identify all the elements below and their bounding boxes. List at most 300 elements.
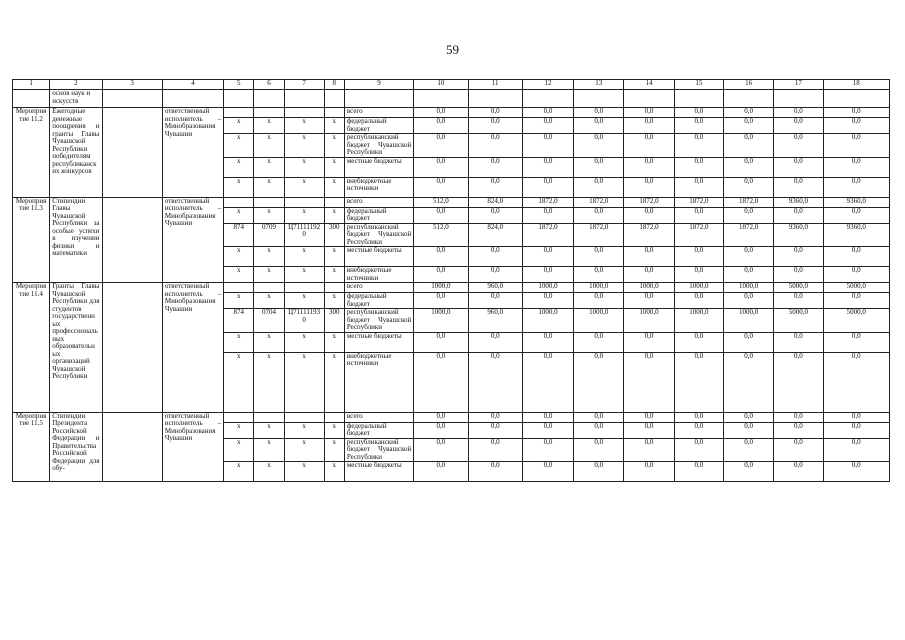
amount-cell: 0,0 [468, 118, 522, 134]
funding-source: местные бюджеты [344, 332, 413, 352]
amount-cell: 0,0 [468, 422, 522, 438]
amount-cell: 0,0 [723, 438, 773, 462]
funding-source: внебюджетные источники [344, 177, 413, 197]
amount-cell: 0,0 [522, 462, 573, 482]
column-number: 14 [624, 80, 674, 90]
budget-code: x [254, 118, 284, 134]
amount-cell: 0,0 [723, 177, 773, 197]
amount-cell: 0,0 [522, 438, 573, 462]
event-name: Гранты Главы Чувашской Республики для студентов государственных профессиональных образовательных организаций Чувашской Республики [50, 283, 102, 413]
amount-cell: 0,0 [774, 332, 823, 352]
empty-cell [102, 108, 162, 198]
amount-cell: 0,0 [723, 462, 773, 482]
budget-code [284, 197, 324, 207]
amount-cell: 0,0 [774, 118, 823, 134]
column-number: 9 [344, 80, 413, 90]
amount-cell: 0,0 [774, 438, 823, 462]
budget-code: x [224, 267, 254, 283]
amount-cell: 0,0 [574, 352, 624, 412]
amount-cell: 0,0 [624, 108, 674, 118]
budget-code: x [324, 293, 344, 309]
amount-cell: 0,0 [774, 157, 823, 177]
budget-code: x [224, 177, 254, 197]
amount-cell: 0,0 [468, 207, 522, 223]
budget-code: 874 [224, 309, 254, 333]
amount-cell: 0,0 [823, 247, 890, 267]
amount-cell: 0,0 [522, 247, 573, 267]
column-number: 16 [723, 80, 773, 90]
amount-cell: 0,0 [414, 332, 468, 352]
amount-cell: 0,0 [624, 352, 674, 412]
amount-cell: 0,0 [522, 267, 573, 283]
budget-code: x [254, 462, 284, 482]
budget-code [284, 412, 324, 422]
amount-cell: 0,0 [624, 157, 674, 177]
budget-code: x [254, 134, 284, 158]
budget-code: x [254, 352, 284, 412]
budget-code: Ц711111930 [284, 309, 324, 333]
budget-code: x [324, 207, 344, 223]
budget-code: 300 [324, 309, 344, 333]
budget-code: x [324, 157, 344, 177]
budget-code [324, 412, 344, 422]
amount-cell: 0,0 [414, 157, 468, 177]
page-number: 59 [446, 42, 459, 57]
column-number: 10 [414, 80, 468, 90]
column-number: 1 [13, 80, 50, 90]
amount-cell: 9360,0 [774, 197, 823, 207]
column-number: 7 [284, 80, 324, 90]
budget-code: 874 [224, 223, 254, 247]
amount-cell: 0,0 [468, 293, 522, 309]
budget-code: x [254, 157, 284, 177]
amount-cell: 0,0 [823, 108, 890, 118]
amount-cell: 960,0 [468, 283, 522, 293]
budget-code: x [284, 177, 324, 197]
empty-cell [254, 90, 284, 108]
amount-cell: 0,0 [468, 412, 522, 422]
amount-cell: 0,0 [823, 177, 890, 197]
amount-cell: 0,0 [723, 118, 773, 134]
budget-code: x [284, 352, 324, 412]
amount-cell: 0,0 [823, 267, 890, 283]
amount-cell: 0,0 [522, 118, 573, 134]
amount-cell: 0,0 [522, 157, 573, 177]
amount-cell: 5000,0 [823, 283, 890, 293]
amount-cell: 1000,0 [723, 309, 773, 333]
budget-code: x [254, 177, 284, 197]
budget-code [254, 283, 284, 293]
amount-cell: 0,0 [468, 352, 522, 412]
amount-cell: 0,0 [574, 332, 624, 352]
budget-code: x [284, 462, 324, 482]
amount-cell: 0,0 [522, 412, 573, 422]
budget-code [224, 283, 254, 293]
amount-cell: 9360,0 [774, 223, 823, 247]
amount-cell: 0,0 [624, 247, 674, 267]
amount-cell: 0,0 [774, 422, 823, 438]
amount-cell: 0,0 [624, 267, 674, 283]
amount-cell: 0,0 [723, 332, 773, 352]
amount-cell: 0,0 [624, 332, 674, 352]
budget-code: x [254, 247, 284, 267]
event-label: Мероприятие 11.3 [13, 197, 50, 283]
amount-cell: 0,0 [574, 462, 624, 482]
empty-cell [324, 90, 344, 108]
empty-cell [344, 90, 413, 108]
funding-source: федеральный бюджет [344, 207, 413, 223]
amount-cell: 0,0 [723, 412, 773, 422]
amount-cell: 0,0 [414, 293, 468, 309]
budget-code: x [324, 267, 344, 283]
amount-cell: 0,0 [674, 177, 723, 197]
amount-cell: 0,0 [468, 157, 522, 177]
event-name: Стипендии Президента Российской Федерации и Правительства Российской Федерации для обу- [50, 412, 102, 482]
budget-code: x [284, 267, 324, 283]
event-executor: ответственный исполнитель – Минобразования Чувашии [162, 197, 223, 283]
budget-code: x [224, 157, 254, 177]
amount-cell: 1872,0 [624, 197, 674, 207]
amount-cell: 0,0 [723, 422, 773, 438]
amount-cell: 1000,0 [574, 283, 624, 293]
amount-cell: 1872,0 [522, 197, 573, 207]
amount-cell: 5000,0 [774, 283, 823, 293]
empty-cell [162, 90, 223, 108]
empty-cell [102, 412, 162, 482]
amount-cell: 0,0 [823, 422, 890, 438]
event-label: Мероприятие 11.5 [13, 412, 50, 482]
amount-cell: 0,0 [774, 412, 823, 422]
budget-code: x [224, 438, 254, 462]
budget-code: Ц711111920 [284, 223, 324, 247]
amount-cell: 0,0 [468, 267, 522, 283]
amount-cell: 0,0 [774, 207, 823, 223]
column-number: 18 [823, 80, 890, 90]
event-executor: ответственный исполнитель – Минобразования Чувашии [162, 412, 223, 482]
budget-code: x [284, 332, 324, 352]
amount-cell: 0,0 [468, 462, 522, 482]
empty-cell [624, 90, 674, 108]
funding-table [12, 79, 890, 482]
amount-cell: 0,0 [723, 207, 773, 223]
amount-cell: 0,0 [723, 157, 773, 177]
budget-code [284, 283, 324, 293]
amount-cell: 1872,0 [574, 223, 624, 247]
amount-cell: 1000,0 [414, 283, 468, 293]
budget-code: x [324, 177, 344, 197]
event-label: Мероприятие 11.4 [13, 283, 50, 413]
empty-cell [522, 90, 573, 108]
amount-cell: 0,0 [674, 134, 723, 158]
budget-code [254, 197, 284, 207]
column-number-row [13, 80, 890, 90]
budget-code [324, 108, 344, 118]
empty-cell [823, 90, 890, 108]
table-row [13, 197, 890, 207]
amount-cell: 5000,0 [774, 309, 823, 333]
amount-cell: 0,0 [522, 134, 573, 158]
empty-cell [468, 90, 522, 108]
empty-cell [284, 90, 324, 108]
budget-code: x [224, 422, 254, 438]
amount-cell: 512,0 [414, 197, 468, 207]
amount-cell: 1872,0 [674, 197, 723, 207]
event-label: Мероприятие 11.2 [13, 108, 50, 198]
amount-cell: 0,0 [674, 267, 723, 283]
amount-cell: 0,0 [823, 332, 890, 352]
funding-source: республиканский бюджет Чувашской Республики [344, 223, 413, 247]
amount-cell: 0,0 [823, 134, 890, 158]
amount-cell: 0,0 [723, 352, 773, 412]
budget-code [254, 108, 284, 118]
budget-code: x [284, 207, 324, 223]
amount-cell: 1000,0 [624, 283, 674, 293]
budget-code: 0704 [254, 309, 284, 333]
amount-cell: 0,0 [674, 422, 723, 438]
amount-cell: 0,0 [574, 293, 624, 309]
amount-cell: 1872,0 [723, 197, 773, 207]
amount-cell: 1000,0 [574, 309, 624, 333]
budget-code: x [254, 422, 284, 438]
amount-cell: 0,0 [414, 177, 468, 197]
amount-cell: 0,0 [468, 438, 522, 462]
budget-code: 300 [324, 223, 344, 247]
column-number: 17 [774, 80, 823, 90]
funding-source: республиканский бюджет Чувашской Республики [344, 134, 413, 158]
continuation-row [13, 90, 890, 108]
amount-cell: 0,0 [674, 108, 723, 118]
event-name: Стипендии Главы Чувашской Республики за особые успехи в изучении физики и математики [50, 197, 102, 283]
amount-cell: 0,0 [674, 207, 723, 223]
amount-cell: 0,0 [823, 293, 890, 309]
amount-cell: 9360,0 [823, 197, 890, 207]
amount-cell: 0,0 [574, 157, 624, 177]
amount-cell: 0,0 [624, 293, 674, 309]
event-name: Ежегодные денежные поощрения и гранты Главы Чувашской Республики победителям республиканских конкурсов [50, 108, 102, 198]
amount-cell: 1000,0 [414, 309, 468, 333]
amount-cell: 0,0 [522, 207, 573, 223]
budget-code [324, 283, 344, 293]
amount-cell: 1000,0 [624, 309, 674, 333]
amount-cell: 0,0 [674, 462, 723, 482]
empty-cell [774, 90, 823, 108]
empty-cell [414, 90, 468, 108]
amount-cell: 0,0 [414, 134, 468, 158]
budget-code: x [254, 332, 284, 352]
column-number: 6 [254, 80, 284, 90]
amount-cell: 0,0 [414, 118, 468, 134]
amount-cell: 0,0 [774, 247, 823, 267]
amount-cell: 0,0 [624, 177, 674, 197]
funding-source: внебюджетные источники [344, 352, 413, 412]
empty-cell [574, 90, 624, 108]
amount-cell: 824,0 [468, 223, 522, 247]
amount-cell: 0,0 [468, 134, 522, 158]
budget-code [254, 412, 284, 422]
budget-code: x [284, 293, 324, 309]
amount-cell: 0,0 [823, 462, 890, 482]
budget-code: x [324, 438, 344, 462]
budget-code [224, 197, 254, 207]
amount-cell: 0,0 [624, 462, 674, 482]
event-executor: ответственный исполнитель – Минобразования Чувашии [162, 108, 223, 198]
amount-cell: 0,0 [468, 247, 522, 267]
amount-cell: 0,0 [574, 267, 624, 283]
funding-source: федеральный бюджет [344, 118, 413, 134]
budget-code: x [224, 134, 254, 158]
budget-code [324, 197, 344, 207]
event-executor: ответственный исполнитель – Минобразования Чувашии [162, 283, 223, 413]
budget-code: x [254, 293, 284, 309]
funding-source: местные бюджеты [344, 247, 413, 267]
amount-cell: 0,0 [414, 352, 468, 412]
funding-source: всего [344, 283, 413, 293]
budget-code: x [224, 247, 254, 267]
budget-code: x [284, 157, 324, 177]
budget-code: 0709 [254, 223, 284, 247]
budget-code: x [324, 118, 344, 134]
empty-cell [674, 90, 723, 108]
budget-code: x [324, 332, 344, 352]
amount-cell: 0,0 [624, 134, 674, 158]
amount-cell: 0,0 [774, 134, 823, 158]
amount-cell: 0,0 [574, 118, 624, 134]
amount-cell: 0,0 [774, 293, 823, 309]
funding-source: республиканский бюджет Чувашской Республики [344, 438, 413, 462]
amount-cell: 0,0 [723, 247, 773, 267]
budget-code: x [224, 462, 254, 482]
amount-cell: 0,0 [674, 412, 723, 422]
column-number: 12 [522, 80, 573, 90]
amount-cell: 0,0 [624, 207, 674, 223]
column-number: 2 [50, 80, 102, 90]
budget-code: x [254, 438, 284, 462]
amount-cell: 0,0 [522, 293, 573, 309]
amount-cell: 0,0 [522, 332, 573, 352]
column-number: 11 [468, 80, 522, 90]
amount-cell: 0,0 [468, 108, 522, 118]
funding-source: всего [344, 412, 413, 422]
budget-code [224, 108, 254, 118]
amount-cell: 0,0 [674, 438, 723, 462]
amount-cell: 0,0 [674, 157, 723, 177]
funding-source: внебюджетные источники [344, 267, 413, 283]
amount-cell: 0,0 [468, 332, 522, 352]
amount-cell: 0,0 [774, 177, 823, 197]
amount-cell: 1872,0 [574, 197, 624, 207]
budget-code: x [324, 352, 344, 412]
table-row [13, 108, 890, 118]
amount-cell: 1000,0 [674, 283, 723, 293]
empty-cell [102, 197, 162, 283]
amount-cell: 0,0 [723, 293, 773, 309]
amount-cell: 0,0 [624, 412, 674, 422]
amount-cell: 0,0 [774, 267, 823, 283]
funding-source: федеральный бюджет [344, 422, 413, 438]
funding-source: всего [344, 197, 413, 207]
table-row [13, 412, 890, 422]
funding-source: федеральный бюджет [344, 293, 413, 309]
amount-cell: 1000,0 [522, 309, 573, 333]
amount-cell: 0,0 [414, 412, 468, 422]
amount-cell: 0,0 [574, 134, 624, 158]
empty-cell [102, 283, 162, 413]
budget-code: x [324, 247, 344, 267]
budget-code: x [284, 422, 324, 438]
budget-code: x [324, 134, 344, 158]
amount-cell: 512,0 [414, 223, 468, 247]
amount-cell: 0,0 [574, 247, 624, 267]
column-number: 3 [102, 80, 162, 90]
funding-source: всего [344, 108, 413, 118]
budget-code: x [224, 118, 254, 134]
budget-code [284, 108, 324, 118]
table-body [13, 80, 890, 482]
amount-cell: 0,0 [414, 108, 468, 118]
continuation-text: основ наук и искусств [50, 90, 102, 108]
amount-cell: 0,0 [624, 118, 674, 134]
amount-cell: 0,0 [674, 352, 723, 412]
column-number: 8 [324, 80, 344, 90]
amount-cell: 0,0 [522, 177, 573, 197]
budget-code: x [284, 134, 324, 158]
amount-cell: 1000,0 [723, 283, 773, 293]
amount-cell: 0,0 [674, 118, 723, 134]
budget-code: x [284, 247, 324, 267]
amount-cell: 1872,0 [624, 223, 674, 247]
budget-code: x [224, 352, 254, 412]
amount-cell: 0,0 [624, 438, 674, 462]
table-row [13, 283, 890, 293]
column-number: 13 [574, 80, 624, 90]
amount-cell: 0,0 [624, 422, 674, 438]
funding-source: местные бюджеты [344, 462, 413, 482]
amount-cell: 0,0 [674, 293, 723, 309]
empty-cell [102, 90, 162, 108]
amount-cell: 0,0 [414, 422, 468, 438]
amount-cell: 0,0 [414, 438, 468, 462]
amount-cell: 0,0 [522, 352, 573, 412]
amount-cell: 0,0 [823, 352, 890, 412]
amount-cell: 1000,0 [522, 283, 573, 293]
amount-cell: 1872,0 [522, 223, 573, 247]
amount-cell: 5000,0 [823, 309, 890, 333]
amount-cell: 0,0 [674, 332, 723, 352]
amount-cell: 960,0 [468, 309, 522, 333]
amount-cell: 0,0 [823, 438, 890, 462]
amount-cell: 824,0 [468, 197, 522, 207]
amount-cell: 0,0 [774, 108, 823, 118]
amount-cell: 0,0 [723, 108, 773, 118]
budget-code: x [224, 332, 254, 352]
amount-cell: 0,0 [414, 247, 468, 267]
budget-code [224, 412, 254, 422]
amount-cell: 0,0 [823, 207, 890, 223]
amount-cell: 0,0 [674, 247, 723, 267]
amount-cell: 0,0 [723, 267, 773, 283]
budget-code: x [324, 462, 344, 482]
column-number: 4 [162, 80, 223, 90]
budget-code: x [224, 293, 254, 309]
funding-source: республиканский бюджет Чувашской Республики [344, 309, 413, 333]
amount-cell: 0,0 [723, 134, 773, 158]
column-number: 15 [674, 80, 723, 90]
amount-cell: 0,0 [414, 462, 468, 482]
column-number: 5 [224, 80, 254, 90]
amount-cell: 1872,0 [723, 223, 773, 247]
amount-cell: 0,0 [574, 207, 624, 223]
empty-cell [13, 90, 50, 108]
